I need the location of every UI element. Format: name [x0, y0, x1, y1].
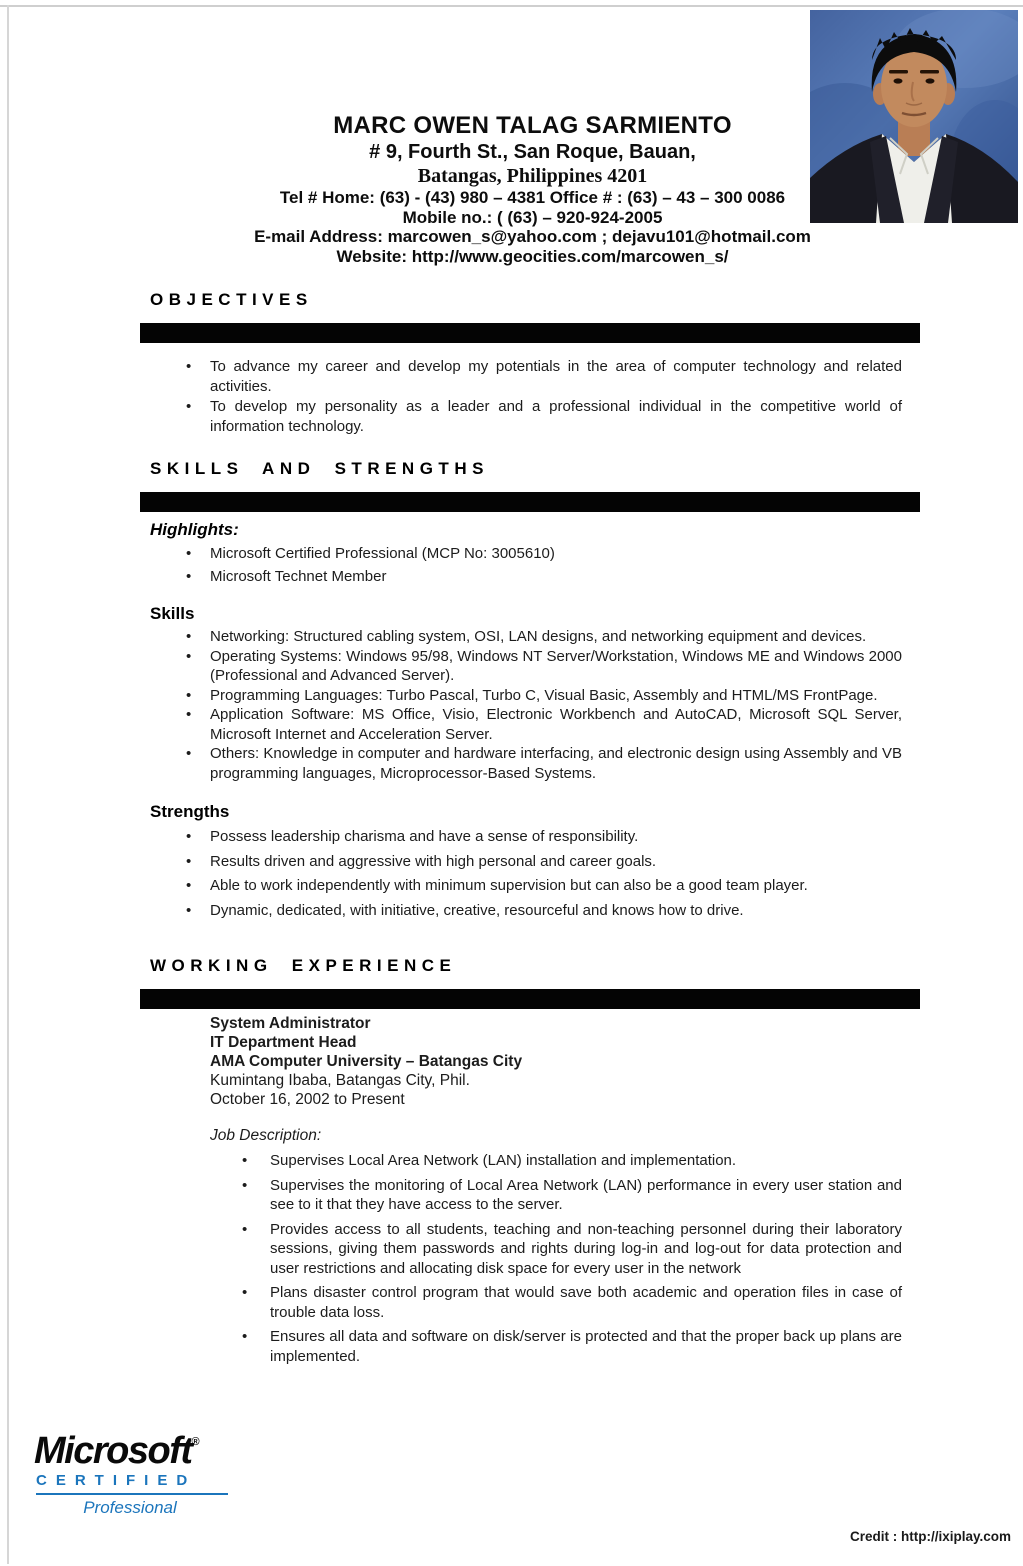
job-title-primary: System Administrator — [210, 1015, 371, 1032]
skills-list — [150, 627, 902, 783]
objectives-list — [150, 357, 902, 436]
skills-strengths-heading: SKILLS AND STRENGTHS — [150, 459, 489, 478]
skills-strengths-section — [150, 459, 920, 920]
strengths-list — [150, 827, 902, 920]
page-frame-top — [0, 5, 1023, 7]
skill-item: • Others: Knowledge in computer and hardware interfacing, and electronic design using Assembly and VB programming languages, Microprocessor-Based Systems. — [210, 744, 902, 783]
section-divider-bar — [140, 323, 920, 343]
portrait-photo — [810, 10, 1018, 223]
experience-heading: WORKING EXPERIENCE — [150, 956, 457, 975]
section-divider-bar — [140, 492, 920, 512]
strength-item: • Dynamic, dedicated, with initiative, creative, resourceful and knows how to drive. — [210, 901, 902, 921]
strength-item: • Able to work independently with minimum supervision but can also be a good team player. — [210, 876, 902, 896]
website-line: Website: http://www.geocities.com/marcowen_s/ — [336, 246, 729, 266]
experience-section — [150, 956, 920, 1366]
highlights-label: Highlights: — [150, 520, 239, 539]
address-line-2: Batangas, Philippines 4201 — [417, 165, 648, 187]
job-title-secondary: IT Department Head — [210, 1034, 357, 1051]
mcp-registered-mark: ® — [191, 1436, 200, 1448]
phone-line: Tel # Home: (63) - (43) 980 – 4381 Office # : (63) – 43 – 300 0086 — [279, 188, 786, 207]
section-divider-bar — [140, 989, 920, 1009]
skill-item: • Operating Systems: Windows 95/98, Windows NT Server/Workstation, Windows ME and Windows 2000 (Professional and Advanced Server). — [210, 647, 902, 686]
objective-item: • To develop my personality as a leader and a professional individual in the competitive world of information technology. — [210, 397, 902, 436]
email-line: E-mail Address: marcowen_s@yahoo.com ; dejavu101@hotmail.com — [254, 227, 811, 246]
mcp-divider — [36, 1493, 228, 1495]
credit-line: Credit : http://ixiplay.com — [849, 1529, 1011, 1544]
highlights-list — [150, 544, 902, 586]
objectives-heading: OBJECTIVES — [150, 290, 313, 309]
job-block — [210, 1014, 920, 1109]
duty-item: • Ensures all data and software on disk/server is protected and that the proper back up plans are implemented. — [270, 1327, 902, 1366]
mcp-brand — [34, 1422, 234, 1471]
duty-item: • Plans disaster control program that would save both academic and operation files in case of trouble data loss. — [270, 1283, 902, 1322]
mcp-certified-label: CERTIFIED — [36, 1472, 197, 1489]
page-frame-left — [7, 5, 9, 1564]
contact-header — [150, 112, 915, 266]
skill-item: • Programming Languages: Turbo Pascal, Turbo C, Visual Basic, Assembly and HTML/MS FrontPage. — [210, 686, 902, 706]
objectives-section — [150, 290, 920, 436]
skill-item: • Application Software: MS Office, Visio, Electronic Workbench and AutoCAD, Microsoft SQL Server, Microsoft Internet and Acceleration Server. — [210, 705, 902, 744]
mcp-professional-label: Professional — [83, 1498, 177, 1517]
duty-item: • Supervises the monitoring of Local Area Network (LAN) performance in every user station and see to it that they have access to the server. — [270, 1176, 902, 1215]
duty-item: • Supervises Local Area Network (LAN) installation and implementation. — [270, 1151, 902, 1171]
candidate-name: MARC OWEN TALAG SARMIENTO — [333, 112, 732, 139]
highlight-item: • Microsoft Technet Member — [210, 567, 902, 587]
strength-item: • Possess leadership charisma and have a sense of responsibility. — [210, 827, 902, 847]
employer-location: Kumintang Ibaba, Batangas City, Phil. — [210, 1072, 470, 1089]
skill-item: • Networking: Structured cabling system, OSI, LAN designs, and networking equipment and devices. — [210, 627, 902, 647]
duties-list — [150, 1151, 902, 1366]
skills-label: Skills — [150, 604, 195, 623]
strength-item: • Results driven and aggressive with high personal and career goals. — [210, 852, 902, 872]
duty-item: • Provides access to all students, teaching and non-teaching personnel during their laboratory sessions, giving them passwords and rights during log-in and log-out for data protection and user restrictions and allocating disk space for every user in the network — [270, 1220, 902, 1279]
address-line-1: # 9, Fourth St., San Roque, Bauan, — [369, 141, 696, 163]
employer-name: AMA Computer University – Batangas City — [210, 1053, 523, 1070]
mobile-line: Mobile no.: ( (63) – 920-924-2005 — [402, 207, 663, 227]
job-description-label: Job Description: — [210, 1127, 322, 1144]
strengths-label: Strengths — [150, 802, 230, 821]
employment-period: October 16, 2002 to Present — [210, 1091, 405, 1108]
mcp-logo — [34, 1422, 234, 1518]
objective-item: • To advance my career and develop my potentials in the area of computer technology and related activities. — [210, 357, 902, 396]
highlight-item: • Microsoft Certified Professional (MCP No: 3005610) — [210, 544, 902, 564]
mcp-brand-text: Microsoft — [34, 1430, 192, 1472]
